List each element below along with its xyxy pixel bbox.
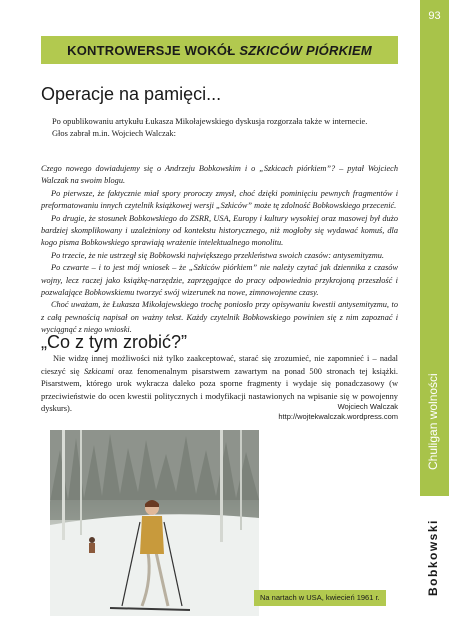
paragraph: Po pierwsze, że faktycznie miał spory proroczy zmysł, choć dzięki pominięciu pewnych fragmentów i preformatowaniu innych czytelnik książkowej wersji „Szkiców” może tę zdolność Bobkowskiego przecenić.: [41, 188, 398, 211]
section2-heading: „Co z tym zrobić?”: [41, 332, 188, 352]
banner-italic-text: SZKICÓW PIÓRKIEM: [239, 42, 372, 58]
italic-title: Szkicami: [83, 366, 114, 376]
article-banner: [41, 36, 398, 64]
side-green-band: [420, 0, 449, 496]
paragraph: Czego nowego dowiadujemy się o Andrzeju Bobkowskim i o „Szkicach piórkiem”? – pytał Wojciech Walczak na swoim blogu.: [41, 164, 398, 186]
tree-trunk: [220, 430, 223, 542]
background-figure-body: [89, 543, 95, 553]
intro-line: Głos zabrał m.in. Wojciech Walczak:: [52, 129, 176, 138]
signature: [278, 402, 398, 422]
paragraph: Po drugie, że stosunek Bobkowskiego do ZSRR, USA, Europy i kultury wysokiej oraz masowej był dużo bardziej skomplikowany i uzależniony od kontekstu historycznego, niż mogłoby się wydawać komuś, dla kogo pisma Bobkowskiego sprawiają wrażenie intelektualnego monolitu.: [41, 213, 398, 248]
paragraph: Po czwarte – i to jest mój wniosek – że „Szkiców piórkiem” nie należy czytać jak dziennika z czasów wojny, lecz raczej jako książkę-narzędzie, zaprzęgające do pracy odpowiednio przykrojoną przeszłość i pozwalające Bobkowskiemu tworzyć swój wizerunek na nowe, zimnowojenne czasy.: [41, 263, 398, 298]
paragraph: Po trzecie, że nie ustrzegł się Bobkowski największego przekleństwa swoich czasów: antysemityzmu.: [51, 250, 384, 260]
skiing-photo: [50, 430, 259, 616]
intro-block: [52, 116, 392, 140]
paragraph: Choć uważam, że Łukasza Mikołajewskiego trochę poniosło przy opisywaniu kwestii antysemityzmu, to z całą pewnością napisał on ważny tekst. Każdy czytelnik Bobkowskiego powinien się z nim zapoznać i wyciągnąć z niego wnioski.: [41, 300, 398, 335]
text-run: oraz fenomenalnym pisarstwem zawartym na ponad 500 stronach tej książki. Pisarstwem, którego urok wykracza daleko poza sporne fragmenty i wydaje się ponadczasowy (w przeciwieństwie do ocen kwestii politycznych i modyfikacji nastawionych na wpisanie się w powojenny dyskurs).: [41, 366, 398, 414]
signature-name: Wojciech Walczak: [337, 402, 398, 411]
section-label: Chuligan wolności: [426, 373, 440, 470]
signature-url[interactable]: http://wojtekwalczak.wordpress.com: [278, 412, 398, 421]
intro-line: Po opublikowaniu artykułu Łukasza Mikołajewskiego dyskusja rozgorzała także w internecie.: [52, 117, 368, 126]
author-label: Bobkowski: [426, 519, 440, 596]
background-figure-head: [89, 537, 95, 543]
quoted-blog-text: [41, 163, 398, 337]
side-strip: [420, 0, 449, 640]
tree-trunk: [240, 430, 242, 530]
photo-illustration: [50, 430, 259, 616]
banner-text: KONTROWERSJE WOKÓŁ: [67, 42, 236, 58]
section1-heading: Operacje na pamięci...: [41, 84, 222, 104]
skier-jacket: [140, 516, 164, 554]
tree-trunk: [80, 430, 82, 535]
photo-caption: Na nartach w USA, kwiecień 1961 r.: [254, 590, 386, 606]
page-number: 93: [428, 10, 441, 22]
text-run: Nie widzę innej możliwości niż tylko zaakceptować, starać się zrozumieć, nie zapomnieć i – nadal cieszyć się: [41, 354, 398, 376]
tree-trunk: [62, 430, 65, 540]
